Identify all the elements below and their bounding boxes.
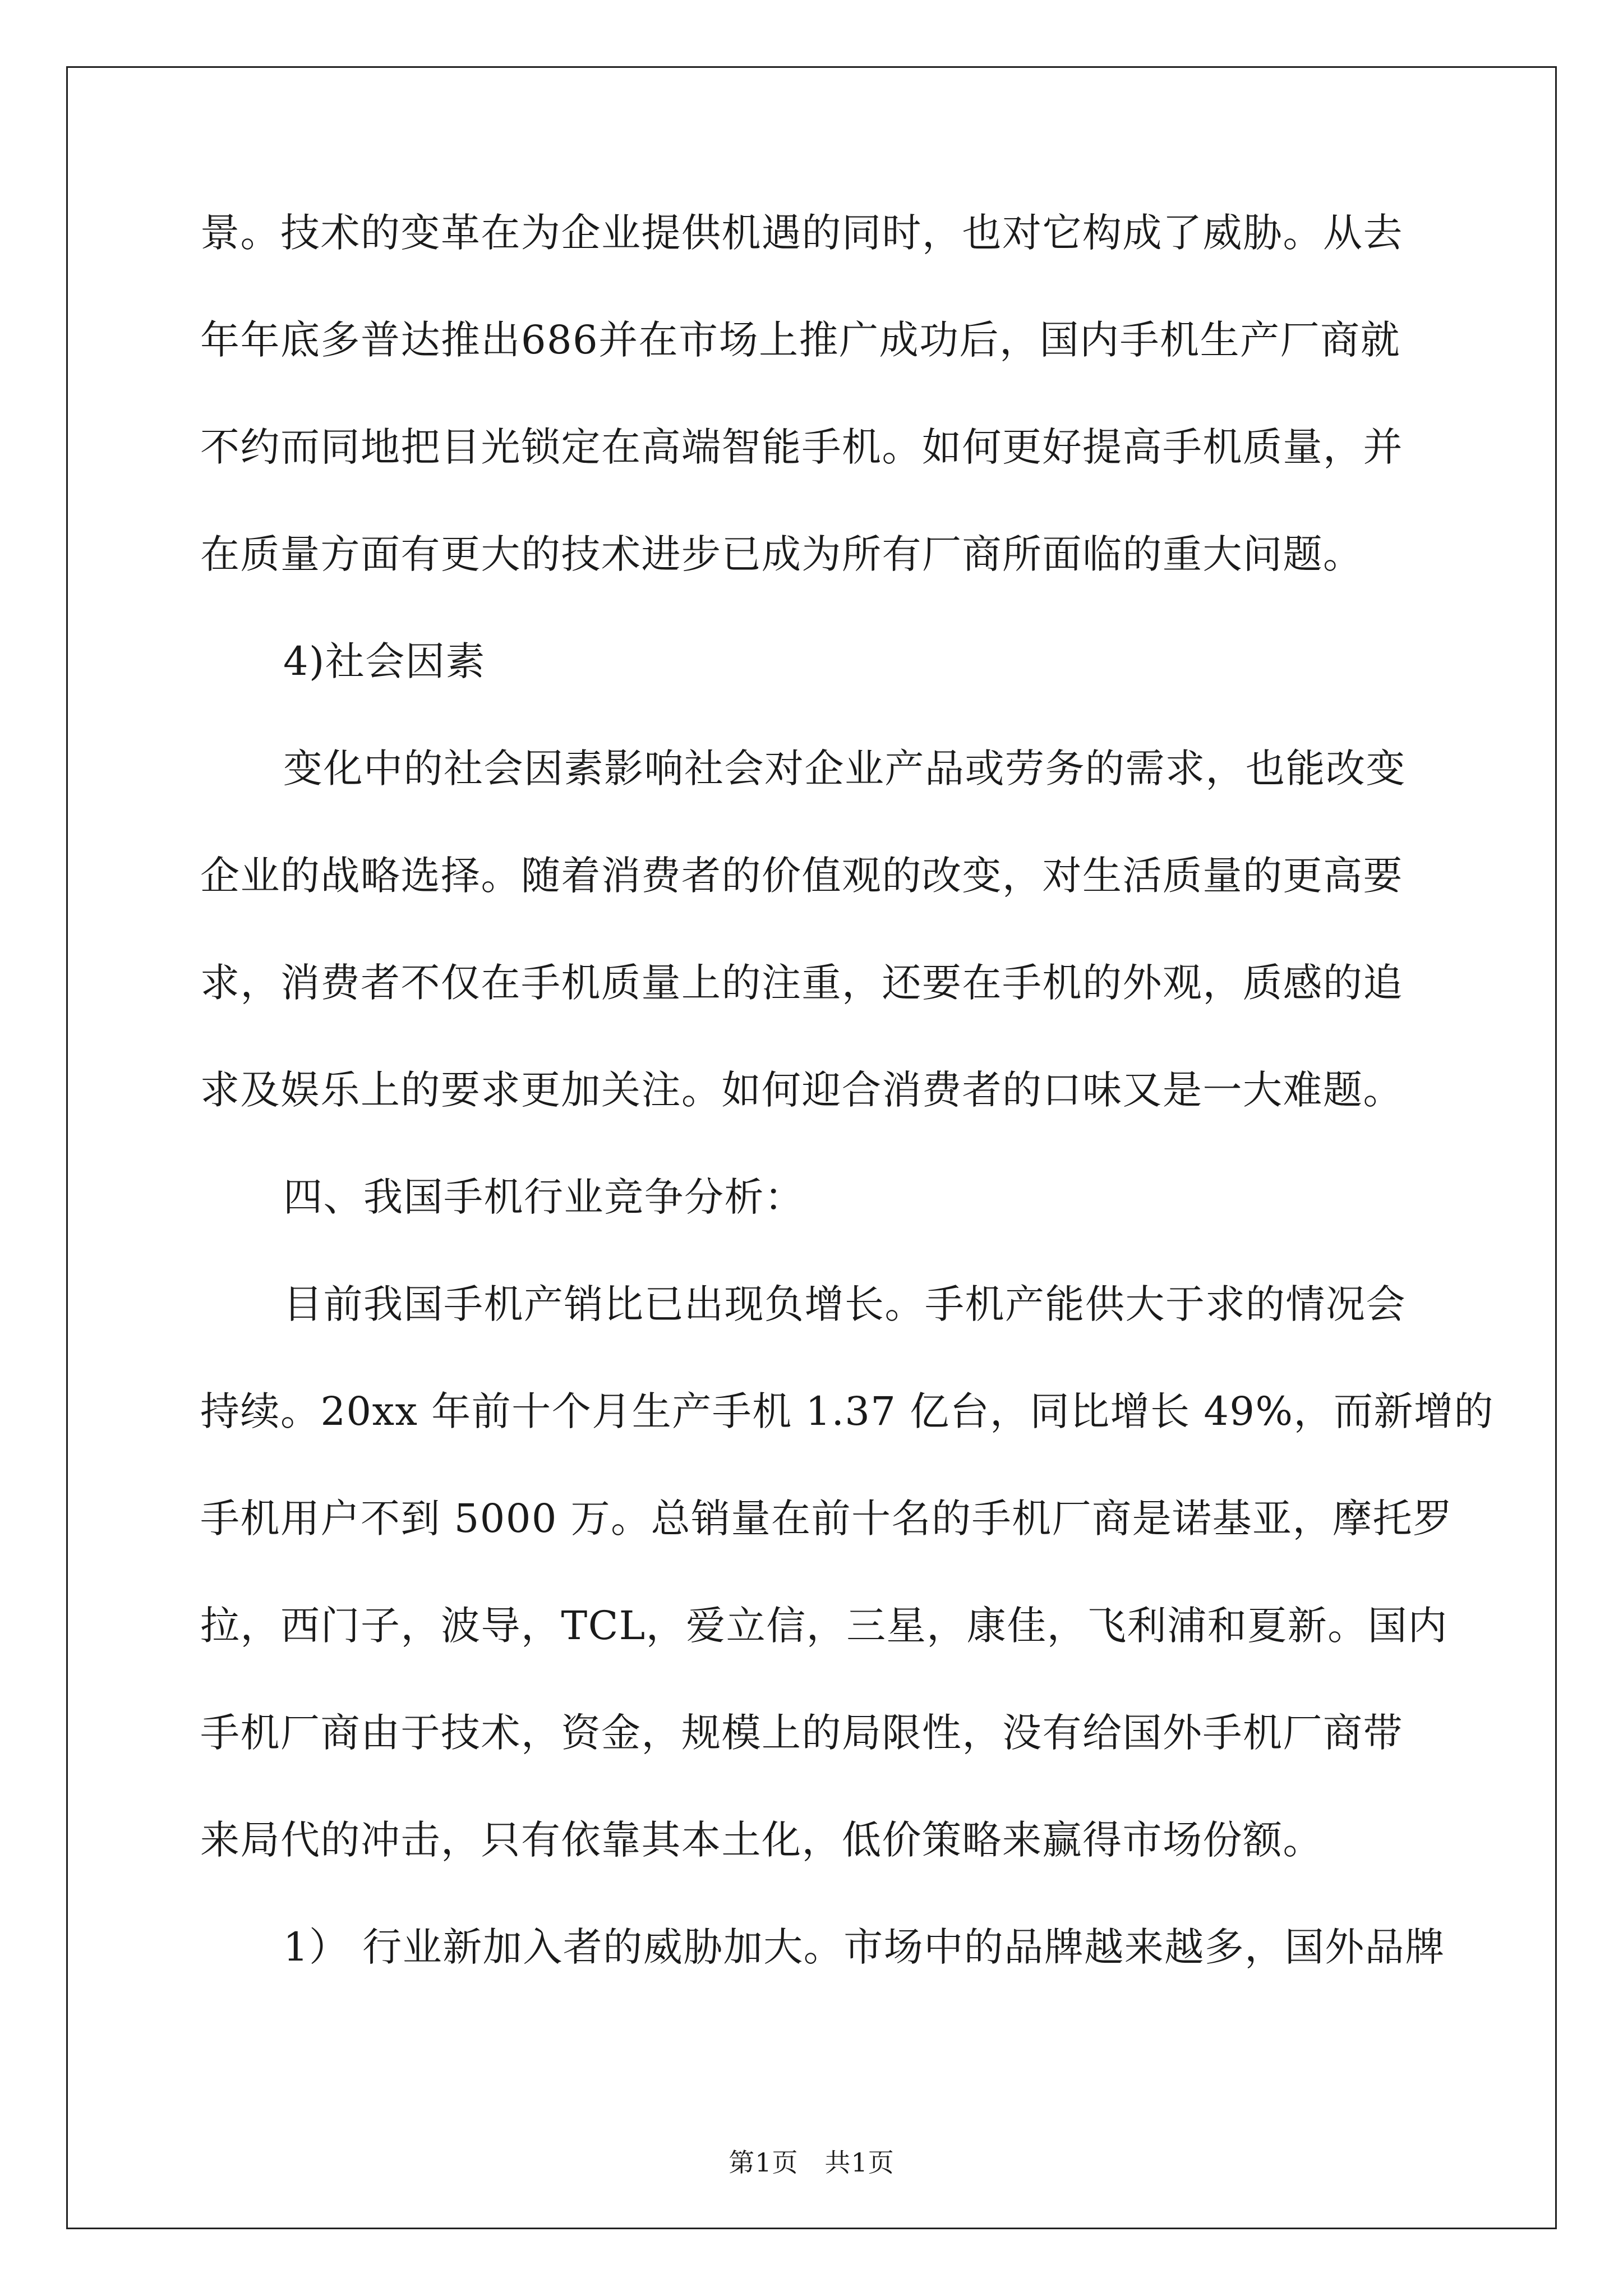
text-line: 变化中的社会因素影响社会对企业产品或劳务的需求，也能改变: [283, 746, 1406, 792]
text-line: 来局代的冲击，只有依靠其本土化，低价策略来赢得市场份额。: [200, 1817, 1323, 1863]
text-line: 持续。20xx 年前十个月生产手机 1.37 亿台，同比增长 49%，而新增的: [200, 1388, 1494, 1434]
text-line: 求及娱乐上的要求更加关注。如何迎合消费者的口味又是一大难题。: [200, 1067, 1403, 1113]
document-body: [200, 210, 1494, 2035]
text-line: 景。技术的变革在为企业提供机遇的同时，也对它构成了威胁。从去: [200, 210, 1403, 256]
text-line-row: [200, 1817, 1428, 1927]
text-line: 企业的战略选择。随着消费者的价值观的改变，对生活质量的更高要: [200, 853, 1403, 899]
text-line: 在质量方面有更大的技术进步已成为所有厂商所面临的重大问题。: [200, 531, 1363, 577]
text-line-row: [200, 960, 1428, 1070]
text-line-row: [200, 1710, 1428, 1820]
text-line-row: [200, 210, 1428, 320]
text-line-row: [200, 424, 1428, 535]
text-line-row: [200, 1067, 1428, 1177]
text-line-row: [200, 1388, 1494, 1499]
text-line: 手机用户不到 5000 万。总销量在前十名的手机厂商是诺基亚，摩托罗: [200, 1496, 1453, 1542]
text-line: 四、我国手机行业竞争分析：: [283, 1174, 805, 1220]
text-line: 求，消费者不仅在手机质量上的注重，还要在手机的外观，质感的追: [200, 960, 1403, 1006]
text-line-row: [200, 317, 1428, 427]
text-line: 1） 行业新加入者的威胁加大。市场中的品牌越来越多，国外品牌: [283, 1924, 1445, 1970]
text-line: 手机厂商由于技术，资金，规模上的局限性，没有给国外手机厂商带: [200, 1710, 1403, 1756]
text-line-row: [200, 1496, 1453, 1606]
text-line-row: [200, 1603, 1448, 1713]
text-line-row: [200, 1281, 1428, 1392]
text-line: 年年底多普达推出686并在市场上推广成功后，国内手机生产厂商就: [200, 317, 1401, 363]
text-line: 拉，西门子，波导，TCL，爱立信，三星，康佳，飞利浦和夏新。国内: [200, 1603, 1448, 1649]
text-line-row: [200, 531, 1428, 642]
text-line: 4)社会因素: [283, 638, 486, 684]
text-line-row: [200, 746, 1428, 856]
text-line-row: [200, 853, 1428, 963]
text-line-row: [200, 1174, 1428, 1285]
page-footer: 第1页 共1页: [728, 2147, 895, 2178]
text-line: 目前我国手机产销比已出现负增长。手机产能供大于求的情况会: [283, 1281, 1406, 1327]
text-line: 不约而同地把目光锁定在高端智能手机。如何更好提高手机质量，并: [200, 424, 1403, 470]
text-line-row: [200, 638, 1428, 749]
text-line-row: [200, 1924, 1445, 2035]
